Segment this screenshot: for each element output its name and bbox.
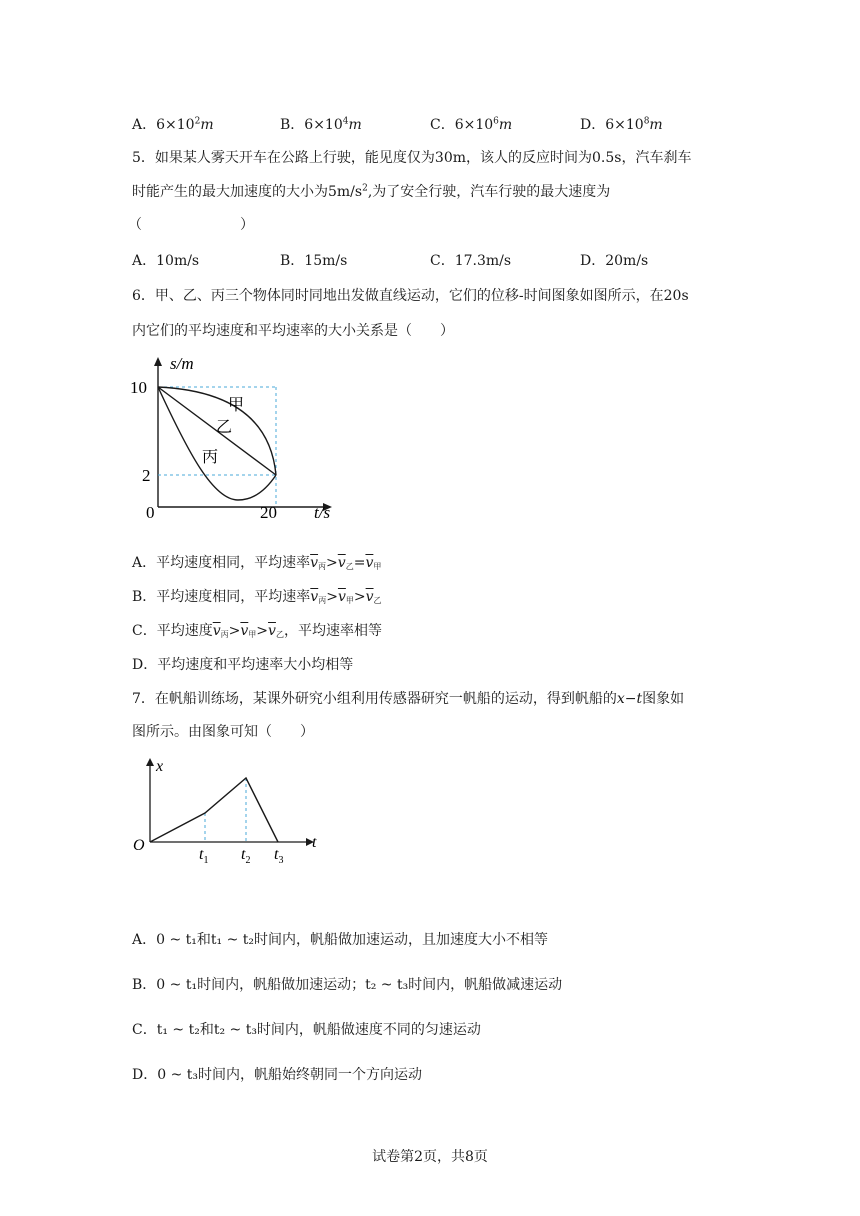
q6-x-tick-20: 20 [260, 503, 277, 522]
q7-x-arrow [146, 758, 154, 766]
q7-line-1: 7．在帆船训练场，某课外研究小组利用传感器研究一帆船的运动，得到帆船的x−t图象如 [132, 691, 685, 707]
q6-y-tick-2: 2 [142, 466, 151, 485]
q7-t-label: t [312, 834, 317, 851]
q5-answer-blank: （ ） [128, 217, 254, 233]
q7-option-a: A．0 ~ t₁和t₁ ~ t₂时间内，帆船做加速运动，且加速度大小不相等 [132, 932, 549, 948]
q6-y-arrow [154, 357, 162, 366]
q5-option-b: B．15m/s [280, 253, 348, 269]
q7-tick-t3: $t_3$ [274, 846, 284, 865]
q4-option-a: A．$6\times 10^2m$ [132, 116, 214, 133]
q6-position-time-graph [128, 352, 348, 527]
q6-option-b: B．平均速度相同，平均速率$\overline{v}_丙>\overline{v}_甲>\overline{v}_乙$ [132, 589, 382, 605]
q6-option-c: C．平均速度$\overline{v}_丙>\overline{v}_甲>\overline{v}_乙$，平均速率相等 [132, 623, 382, 639]
q6-x-label: t/s [314, 503, 331, 522]
q6-label-jia: 甲 [228, 397, 245, 414]
q7-origin-label: O [133, 837, 145, 854]
q6-curve-bing [158, 387, 276, 500]
q7-tick-t2: $t_2$ [241, 846, 251, 865]
q5-line-2: 时能产生的最大加速度的大小为$5m/s^2$,为了安全行驶，汽车行驶的最大速度为 [132, 183, 611, 200]
q7-option-c: C．t₁ ~ t₂和t₂ ~ t₃时间内，帆船做速度不同的匀速运动 [132, 1022, 481, 1038]
q7-option-d: D．0 ~ t₃时间内，帆船始终朝同一个方向运动 [132, 1067, 423, 1083]
q6-label-yi: 乙 [216, 419, 233, 436]
page-footer: 试卷第2页，共8页 [372, 1149, 488, 1165]
q6-label-bing: 丙 [202, 449, 219, 466]
q4-option-c: C．$6\times 10^6m$ [430, 116, 513, 133]
q6-line-1: 6．甲、乙、丙三个物体同时同地出发做直线运动，它们的位移-时间图象如图所示，在20s [132, 288, 689, 304]
q7-option-b: B．0 ~ t₁时间内，帆船做加速运动；t₂ ~ t₃时间内，帆船做减速运动 [132, 977, 563, 993]
q7-line-2: 图所示。由图象可知（ ） [132, 724, 314, 740]
q6-y-tick-10: 10 [130, 378, 147, 397]
q4-option-b: B．$6\times 10^4m$ [280, 116, 362, 133]
q7-y-label: x [156, 758, 164, 775]
q5-option-d: D．20m/s [580, 253, 649, 269]
q6-x-tick-0: 0 [146, 503, 155, 522]
q6-line-2: 内它们的平均速度和平均速率的大小关系是（ ） [132, 323, 454, 339]
q7-x-t-graph [128, 755, 328, 865]
q6-option-a: A．平均速度相同，平均速率$\overline{v}_丙>\overline{v}_乙=\overline{v}_甲$ [132, 555, 382, 571]
q5-option-c: C．17.3m/s [430, 253, 512, 269]
q5-line-1: 5．如果某人雾天开车在公路上行驶，能见度仅为30m，该人的反应时间为0.5s，汽车刹车 [132, 150, 692, 166]
q4-option-d: D．$6\times 10^8m$ [580, 116, 663, 133]
q7-tick-t1: $t_1$ [199, 846, 209, 865]
q6-option-d: D．平均速度和平均速率大小均相等 [132, 657, 354, 673]
q5-option-a: A．10m/s [132, 253, 200, 269]
q6-y-label: s/m [170, 354, 194, 373]
q7-x-t-line [150, 778, 278, 842]
